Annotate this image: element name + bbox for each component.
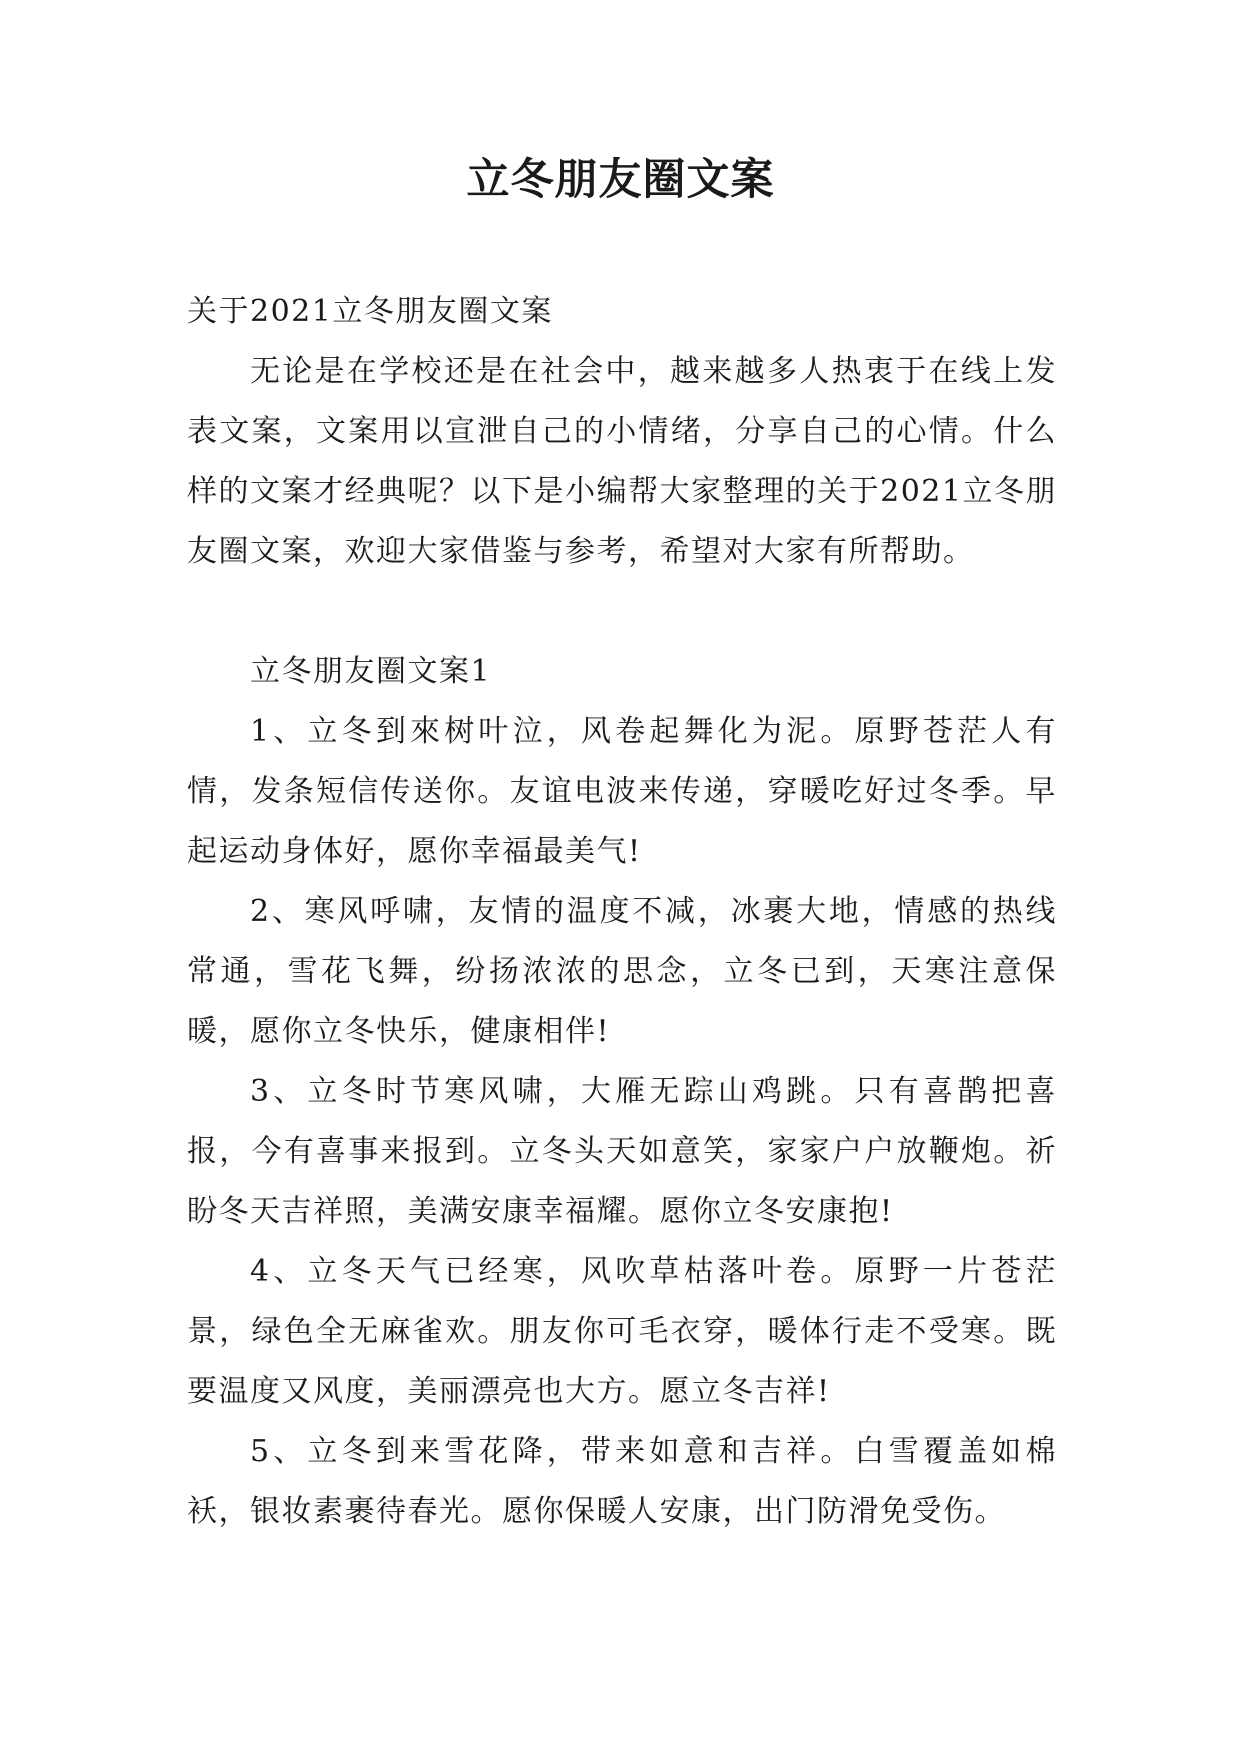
document-title: 立冬朋友圈文案 bbox=[466, 155, 775, 205]
paragraph-spacer bbox=[187, 582, 1057, 642]
list-item: 3、立冬时节寒风啸，大雁无踪山鸡跳。只有喜鹊把喜报，今有喜事来报到。立冬头天如意笑，家家户户放鞭炮。祈盼冬天吉祥照，美满安康幸福耀。愿你立冬安康抱! bbox=[187, 1074, 1057, 1229]
list-item: 1、立冬到來树叶泣，风卷起舞化为泥。原野苍茫人有情，发条短信传送你。友谊电波来传递，穿暖吃好过冬季。早起运动身体好，愿你幸福最美气! bbox=[187, 714, 1057, 869]
document-body bbox=[187, 282, 1057, 1542]
list-item: 5、立冬到来雪花降，带来如意和吉祥。白雪覆盖如棉袄，银妆素裹待春光。愿你保暖人安康，出门防滑免受伤。 bbox=[187, 1434, 1057, 1529]
list-item: 2、寒风呼啸，友情的温度不减，冰裹大地，情感的热线常通，雪花飞舞，纷扬浓浓的思念，立冬已到，天寒注意保暖，愿你立冬快乐，健康相伴! bbox=[187, 894, 1057, 1049]
list-item: 4、立冬天气已经寒，风吹草枯落叶卷。原野一片苍茫景，绿色全无麻雀欢。朋友你可毛衣穿，暖体行走不受寒。既要温度又风度，美丽漂亮也大方。愿立冬吉祥! bbox=[187, 1254, 1057, 1409]
section-heading: 立冬朋友圈文案1 bbox=[250, 654, 492, 689]
document-subtitle: 关于2021立冬朋友圈文案 bbox=[187, 294, 553, 329]
intro-paragraph: 无论是在学校还是在社会中，越来越多人热衷于在线上发表文案，文案用以宣泄自己的小情绪，分享自己的心情。什么样的文案才经典呢？以下是小编帮大家整理的关于2021立冬朋友圈文案，欢迎大家借鉴与参考，希望对大家有所帮助。 bbox=[187, 354, 1057, 569]
